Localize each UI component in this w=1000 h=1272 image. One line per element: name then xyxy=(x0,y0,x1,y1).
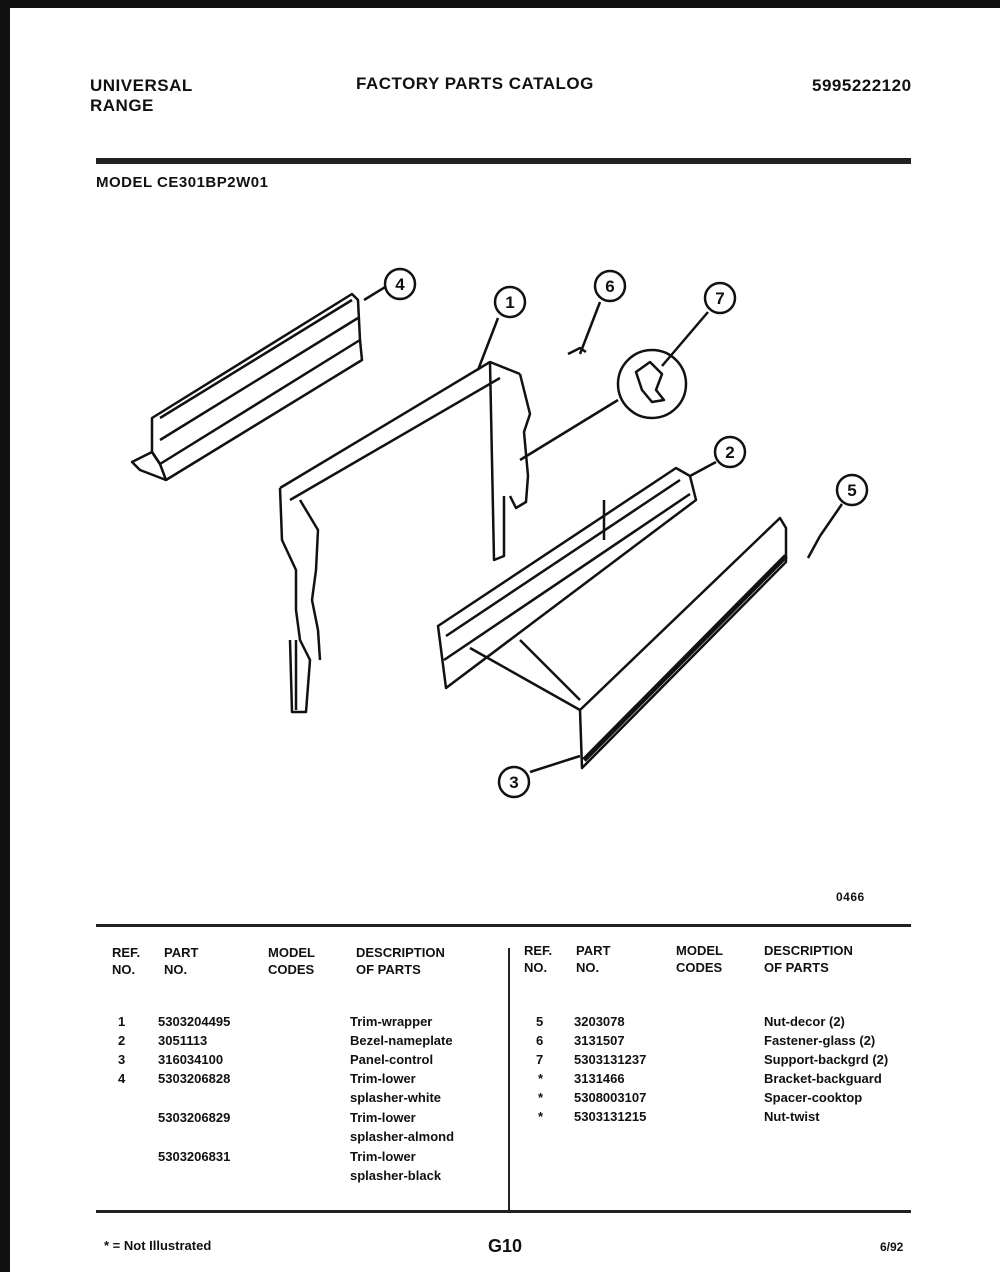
callout-4: 4 xyxy=(395,275,405,294)
table-bottom-rule xyxy=(96,1210,911,1213)
row-part: 5303131237 xyxy=(574,1052,647,1067)
header-part-left: PART NO. xyxy=(164,945,199,977)
header-ref-left: REF. NO. xyxy=(112,945,141,977)
row-part: 5303206831 xyxy=(158,1149,231,1164)
callout-7: 7 xyxy=(715,289,725,308)
row-desc-line2: splasher-almond xyxy=(350,1129,455,1144)
callout-5: 5 xyxy=(847,481,857,500)
page-number: G10 xyxy=(488,1236,523,1256)
row-desc-line2: splasher-black xyxy=(350,1168,442,1183)
brand-line-1: UNIVERSAL xyxy=(90,76,193,95)
row-ref: * xyxy=(538,1071,544,1086)
callout-3: 3 xyxy=(509,773,519,792)
row-part: 5303206828 xyxy=(158,1071,231,1086)
row-part: 5308003107 xyxy=(574,1090,647,1105)
row-desc-line2: splasher-white xyxy=(350,1090,442,1105)
row-part: 3203078 xyxy=(574,1014,625,1029)
catalog-number: 5995222120 xyxy=(812,76,912,95)
callout-1: 1 xyxy=(505,293,515,312)
header-desc-left: DESCRIPTION OF PARTS xyxy=(356,945,445,977)
brand-line-2: RANGE xyxy=(90,96,154,115)
part-nut-decor-drawing xyxy=(808,536,820,558)
model-label: MODEL CE301BP2W01 xyxy=(96,174,269,191)
row-ref: 6 xyxy=(536,1033,544,1048)
row-ref: 2 xyxy=(118,1033,126,1048)
part-panel-control-drawing xyxy=(470,518,786,768)
row-desc: Trim-lower xyxy=(350,1110,416,1125)
row-desc: Nut-decor (2) xyxy=(764,1014,845,1029)
figure-code: 0466 xyxy=(836,890,865,904)
row-ref: 7 xyxy=(536,1052,544,1067)
row-ref: 3 xyxy=(118,1052,126,1067)
detail-circle xyxy=(618,350,686,418)
header-part-right: PART NO. xyxy=(576,943,611,975)
not-illustrated-legend: * = Not Illustrated xyxy=(104,1238,212,1253)
row-ref: * xyxy=(538,1090,544,1105)
row-desc: Bracket-backguard xyxy=(764,1071,882,1086)
row-desc: Fastener-glass (2) xyxy=(764,1033,876,1048)
header-model-right: MODEL CODES xyxy=(676,943,723,975)
callout-6: 6 xyxy=(605,277,615,296)
row-desc: Spacer-cooktop xyxy=(764,1090,863,1105)
row-part: 3051113 xyxy=(158,1033,208,1048)
row-desc: Support-backgrd (2) xyxy=(764,1052,889,1067)
header-desc-right: DESCRIPTION OF PARTS xyxy=(764,943,853,975)
row-part: 3131507 xyxy=(574,1033,625,1048)
part-bezel-nameplate-drawing xyxy=(438,468,696,688)
header-model-left: MODEL CODES xyxy=(268,945,315,977)
callout-2: 2 xyxy=(725,443,735,462)
row-part: 3131466 xyxy=(574,1071,625,1086)
row-ref: * xyxy=(538,1109,544,1124)
row-desc: Panel-control xyxy=(350,1052,434,1067)
row-part: 5303206829 xyxy=(158,1110,231,1125)
row-part: 5303131215 xyxy=(574,1109,647,1124)
header-ref-right: REF. NO. xyxy=(524,943,553,975)
part-trim-lower-drawing xyxy=(132,294,362,480)
row-ref: 1 xyxy=(118,1014,126,1029)
catalog-title: FACTORY PARTS CATALOG xyxy=(356,74,594,93)
row-part: 316034100 xyxy=(158,1052,224,1067)
row-part: 5303204495 xyxy=(158,1014,231,1029)
row-desc: Trim-lower xyxy=(350,1149,416,1164)
row-desc: Nut-twist xyxy=(764,1109,820,1124)
table-top-rule xyxy=(96,924,911,927)
row-desc: Trim-lower xyxy=(350,1071,416,1086)
row-desc: Bezel-nameplate xyxy=(350,1033,453,1048)
catalog-date: 6/92 xyxy=(880,1240,904,1254)
row-ref: 4 xyxy=(118,1071,126,1086)
table-column-separator xyxy=(508,948,510,1210)
row-desc: Trim-wrapper xyxy=(350,1014,433,1029)
row-ref: 5 xyxy=(536,1014,544,1029)
part-support-backgrd-drawing xyxy=(636,362,664,402)
